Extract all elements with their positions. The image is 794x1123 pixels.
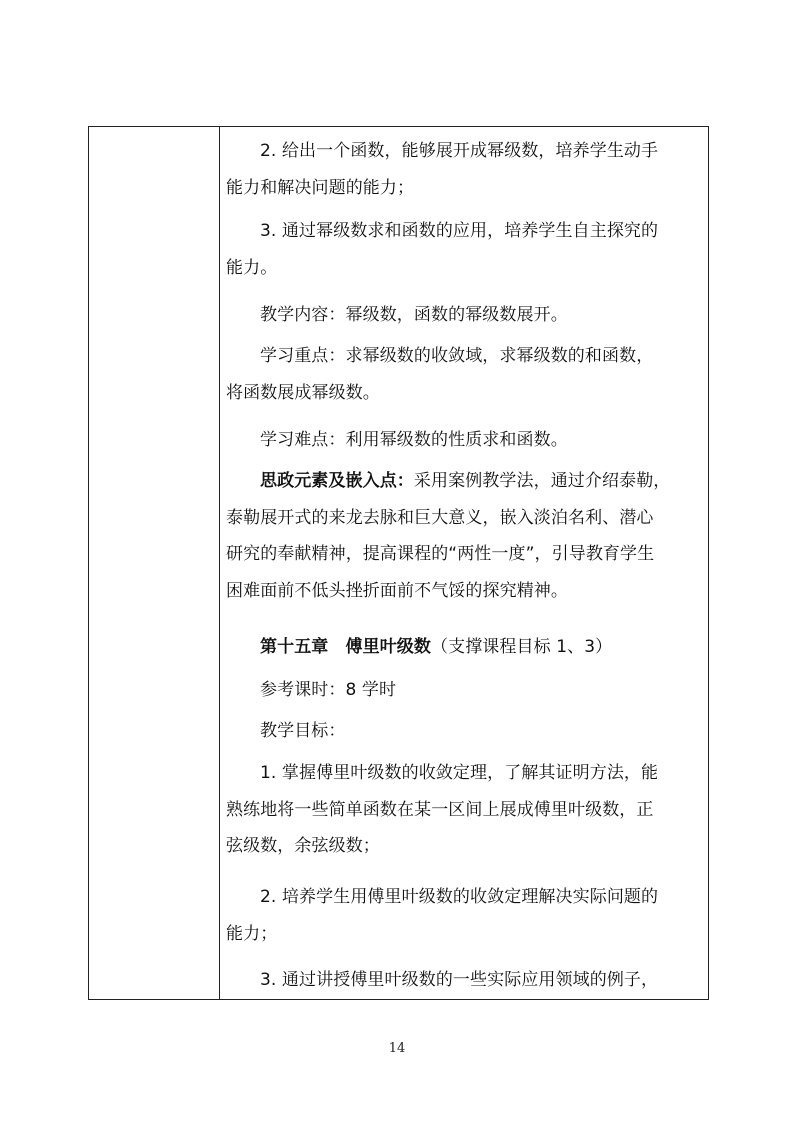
page-number: 14 [388,1041,406,1056]
column-divider [219,127,220,999]
reference-hours-paragraph [226,672,700,709]
text-line: 教学目标： [260,721,346,741]
key-points-paragraph [226,338,700,411]
text-line: 弦级数，余弦级数； [226,836,380,856]
teaching-content-paragraph [226,297,700,334]
fourier-objective-2-paragraph [226,879,700,952]
bold-label: 思政元素及嵌入点： [260,471,414,491]
inline-text: 采用案例教学法，通过介绍泰勒， [413,471,671,491]
text-line: 研究的奉献精神，提高课程的“两性一度”，引导教育学生 [226,544,655,564]
ideology-paragraph [226,463,700,609]
text-line: 熟练地将一些简单函数在某一区间上展成傅里叶级数，正 [226,799,654,820]
text-line [226,629,700,666]
course-table [88,126,709,1000]
text-line: 学习难点：利用幂级数的性质求和函数。 [260,430,568,450]
text-line: 教学内容：幂级数，函数的幂级数展开。 [260,305,568,325]
difficulties-paragraph [226,422,700,459]
text-line [226,463,700,500]
fourier-objective-1-paragraph [226,755,700,865]
text-line: 能力； [226,923,278,944]
text-line: 2. 给出一个函数，能够展开成幂级数，培养学生动手 [260,141,659,161]
teaching-objectives-heading [226,713,700,750]
text-line: 参考课时：8 学时 [260,680,397,700]
text-line: 能力和解决问题的能力； [226,177,415,198]
chapter-support-note: （支撑课程目标 1、3） [431,637,613,657]
text-line: 2. 培养学生用傅里叶级数的收敛定理解决实际问题的 [260,887,659,907]
chapter-title: 第十五章 傅里叶级数 [260,637,431,657]
objective-3-paragraph [226,213,700,286]
text-line: 3. 通过讲授傅里叶级数的一些实际应用领域的例子， [260,970,659,990]
text-line: 困难面前不低头挫折面前不气馁的探究精神。 [226,580,568,601]
fourier-objective-3-paragraph [226,962,700,999]
content-cell [226,127,700,999]
text-line: 能力。 [226,257,278,278]
text-line: 泰勒展开式的来龙去脉和巨大意义，嵌入淡泊名利、潜心 [226,507,654,528]
text-line: 3. 通过幂级数求和函数的应用，培养学生自主探究的 [260,221,659,241]
chapter-heading [226,629,700,666]
text-line: 1. 掌握傅里叶级数的收敛定理，了解其证明方法，能 [260,763,659,783]
objective-2-paragraph [226,133,700,206]
text-line: 将函数展成幂级数。 [226,382,380,403]
text-line: 学习重点：求幂级数的收敛域，求幂级数的和函数， [260,346,654,366]
